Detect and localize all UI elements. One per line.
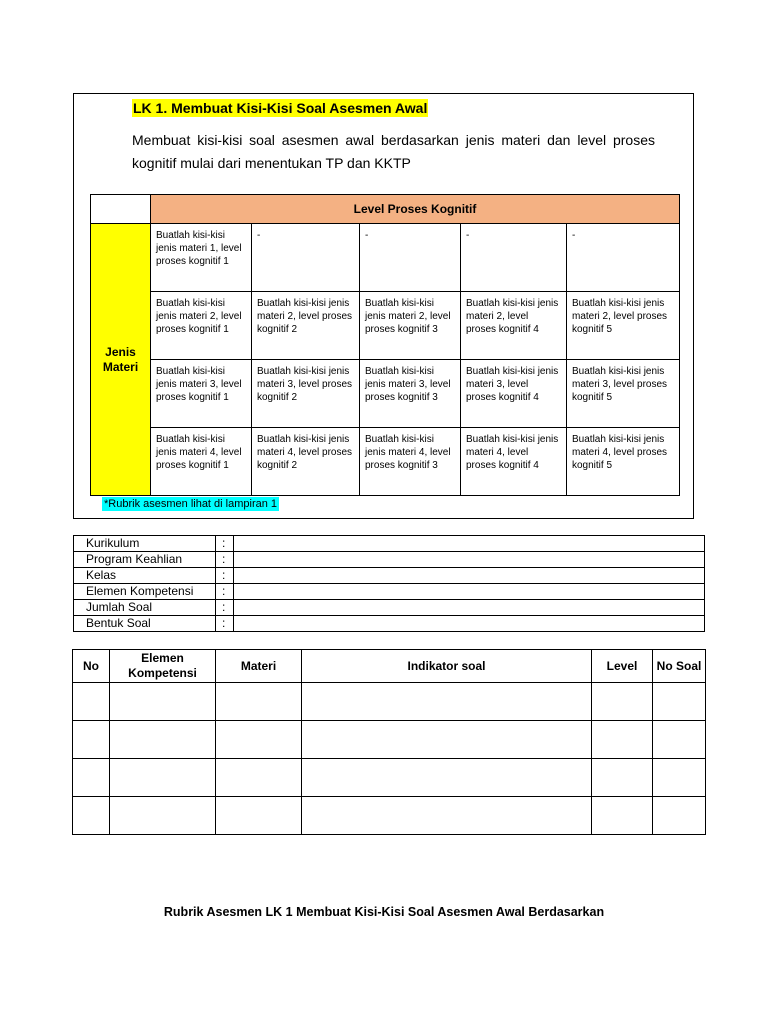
info-colon: : xyxy=(216,600,234,616)
info-label: Program Keahlian xyxy=(74,552,216,568)
table-row xyxy=(73,683,706,721)
column-header-no: No xyxy=(73,650,110,683)
table-cell[interactable] xyxy=(73,759,110,797)
info-label: Jumlah Soal xyxy=(74,600,216,616)
table-cell[interactable] xyxy=(302,683,592,721)
table-cell: Buatlah kisi-kisi jenis materi 4, level proses kognitif 3 xyxy=(360,428,461,496)
table-row xyxy=(74,568,705,584)
identity-table xyxy=(73,535,705,632)
table-cell: Buatlah kisi-kisi jenis materi 3, level proses kognitif 3 xyxy=(360,360,461,428)
table-cell[interactable] xyxy=(653,759,706,797)
table-row xyxy=(73,721,706,759)
kisi-kisi-table xyxy=(90,194,680,496)
info-colon: : xyxy=(216,616,234,632)
table-cell[interactable] xyxy=(592,759,653,797)
column-header-elemen-kompetensi: Elemen Kompetensi xyxy=(110,650,216,683)
rubrik-note: *Rubrik asesmen lihat di lampiran 1 xyxy=(104,498,278,510)
table-cell[interactable] xyxy=(110,721,216,759)
info-label: Kelas xyxy=(74,568,216,584)
table-cell[interactable] xyxy=(110,797,216,835)
table-cell: Buatlah kisi-kisi jenis materi 3, level proses kognitif 2 xyxy=(252,360,360,428)
kisi-kisi-soal-table xyxy=(72,649,706,835)
info-label: Elemen Kompetensi xyxy=(74,584,216,600)
table-row xyxy=(73,759,706,797)
table-cell: - xyxy=(360,224,461,292)
table-cell: Buatlah kisi-kisi jenis materi 2, level proses kognitif 4 xyxy=(461,292,567,360)
table-cell[interactable] xyxy=(653,797,706,835)
table-cell: Buatlah kisi-kisi jenis materi 3, level proses kognitif 4 xyxy=(461,360,567,428)
table-cell[interactable] xyxy=(73,721,110,759)
table-cell[interactable] xyxy=(653,683,706,721)
info-value[interactable] xyxy=(234,536,705,552)
table-cell[interactable] xyxy=(73,797,110,835)
info-value[interactable] xyxy=(234,568,705,584)
column-header-materi: Materi xyxy=(216,650,302,683)
table-cell[interactable] xyxy=(216,797,302,835)
table-row xyxy=(73,797,706,835)
table-cell[interactable] xyxy=(110,683,216,721)
table-cell[interactable] xyxy=(302,759,592,797)
info-colon: : xyxy=(216,552,234,568)
table-row xyxy=(74,584,705,600)
table-header-row xyxy=(73,650,706,683)
table-cell[interactable] xyxy=(216,721,302,759)
info-value[interactable] xyxy=(234,584,705,600)
info-value[interactable] xyxy=(234,552,705,568)
jenis-materi-header: Jenis Materi xyxy=(91,224,151,496)
table-row xyxy=(74,552,705,568)
table-cell[interactable] xyxy=(592,797,653,835)
info-colon: : xyxy=(216,568,234,584)
level-proses-kognitif-header: Level Proses Kognitif xyxy=(151,195,680,224)
rubrik-title: Rubrik Asesmen LK 1 Membuat Kisi-Kisi Soal Asesmen Awal Berdasarkan xyxy=(163,905,605,919)
info-label: Kurikulum xyxy=(74,536,216,552)
table-cell: Buatlah kisi-kisi jenis materi 4, level proses kognitif 1 xyxy=(151,428,252,496)
table-corner-cell xyxy=(91,195,151,224)
table-cell[interactable] xyxy=(216,683,302,721)
worksheet-intro: Membuat kisi-kisi soal asesmen awal berdasarkan jenis materi dan level proses kognitif mulai dari menentukan TP dan KKTP xyxy=(132,132,655,171)
table-cell: - xyxy=(252,224,360,292)
info-value[interactable] xyxy=(234,600,705,616)
table-cell: Buatlah kisi-kisi jenis materi 3, level proses kognitif 5 xyxy=(567,360,680,428)
table-cell[interactable] xyxy=(216,759,302,797)
table-row xyxy=(74,600,705,616)
table-cell: Buatlah kisi-kisi jenis materi 2, level proses kognitif 5 xyxy=(567,292,680,360)
table-cell[interactable] xyxy=(73,683,110,721)
table-cell: Buatlah kisi-kisi jenis materi 2, level proses kognitif 3 xyxy=(360,292,461,360)
table-row xyxy=(74,536,705,552)
table-cell[interactable] xyxy=(592,683,653,721)
table-cell: Buatlah kisi-kisi jenis materi 3, level proses kognitif 1 xyxy=(151,360,252,428)
table-cell[interactable] xyxy=(592,721,653,759)
worksheet-title: LK 1. Membuat Kisi-Kisi Soal Asesmen Awal xyxy=(133,100,428,116)
table-cell: Buatlah kisi-kisi jenis materi 4, level proses kognitif 2 xyxy=(252,428,360,496)
table-cell[interactable] xyxy=(110,759,216,797)
table-cell: - xyxy=(461,224,567,292)
info-colon: : xyxy=(216,536,234,552)
table-cell[interactable] xyxy=(653,721,706,759)
table-cell: Buatlah kisi-kisi jenis materi 1, level proses kognitif 1 xyxy=(151,224,252,292)
table-cell[interactable] xyxy=(302,797,592,835)
table-row xyxy=(74,616,705,632)
table-cell[interactable] xyxy=(302,721,592,759)
info-label: Bentuk Soal xyxy=(74,616,216,632)
table-cell: - xyxy=(567,224,680,292)
column-header-no-soal: No Soal xyxy=(653,650,706,683)
table-cell: Buatlah kisi-kisi jenis materi 2, level proses kognitif 1 xyxy=(151,292,252,360)
column-header-indikator-soal: Indikator soal xyxy=(302,650,592,683)
table-cell: Buatlah kisi-kisi jenis materi 2, level proses kognitif 2 xyxy=(252,292,360,360)
table-cell: Buatlah kisi-kisi jenis materi 4, level proses kognitif 5 xyxy=(567,428,680,496)
table-cell: Buatlah kisi-kisi jenis materi 4, level proses kognitif 4 xyxy=(461,428,567,496)
info-value[interactable] xyxy=(234,616,705,632)
info-colon: : xyxy=(216,584,234,600)
column-header-level: Level xyxy=(592,650,653,683)
